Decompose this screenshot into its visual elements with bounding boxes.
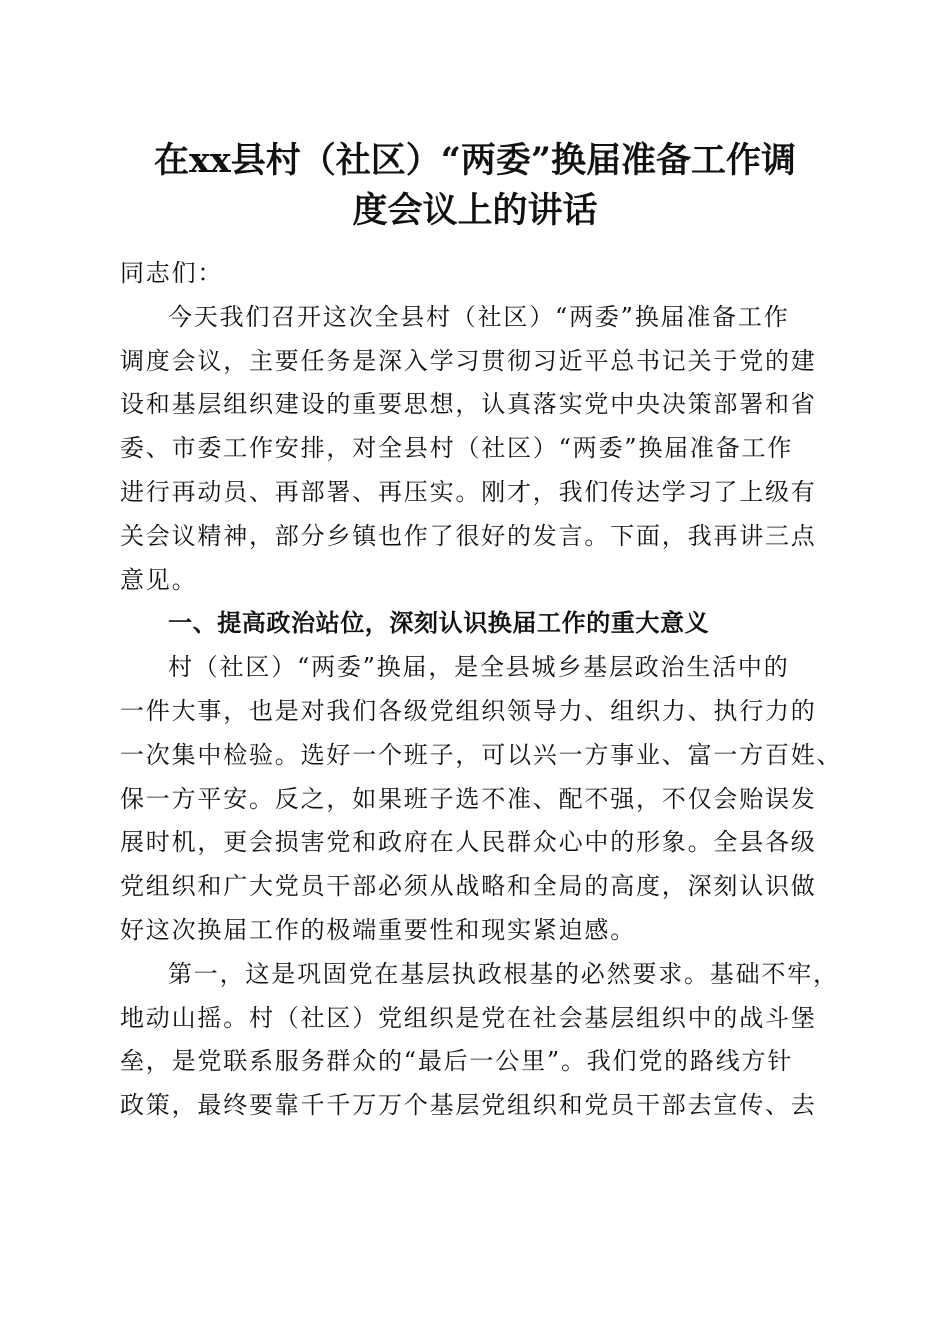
salutation: 同志们： — [120, 259, 224, 287]
paragraph-line: 第一，这是巩固党在基层执政根基的必然要求。基础不牢， — [168, 959, 839, 988]
paragraph-line: 委、市委工作安排，对全县村（社区）“两委”换届准备工作 — [120, 434, 794, 463]
paragraph-significance — [120, 646, 843, 953]
paragraph-line: 关会议精神，部分乡镇也作了很好的发言。下面，我再讲三点 — [120, 521, 817, 550]
paragraph-line: 地动山摇。村（社区）党组织是党在社会基层组织中的战斗堡 — [120, 1003, 817, 1032]
paragraph-line: 一件大事，也是对我们各级党组织领导力、组织力、执行力的 — [120, 696, 817, 725]
paragraph-line: 展时机，更会损害党和政府在人民群众心中的形象。全县各级 — [120, 828, 817, 857]
paragraph-line: 保一方平安。反之，如果班子选不准、配不强，不仅会贻误发 — [120, 784, 817, 813]
paragraph-line: 设和基层组织建设的重要思想，认真落实党中央决策部署和省 — [120, 390, 817, 419]
paragraph-line: 一次集中检验。选好一个班子，可以兴一方事业、富一方百姓、 — [120, 740, 843, 769]
paragraph-line: 垒，是党联系服务群众的“最后一公里”。我们党的路线方针 — [120, 1047, 794, 1076]
paragraph-line: 党组织和广大党员干部必须从战略和全局的高度，深刻认识做 — [120, 872, 817, 901]
paragraph-line: 村（社区）“两委”换届，是全县城乡基层政治生活中的 — [168, 653, 790, 682]
paragraph-line: 好这次换届工作的极端重要性和现实紧迫感。 — [120, 915, 636, 944]
title-line-2: 度会议上的讲话 — [352, 190, 598, 231]
section-heading-1: 一、提高政治站位，深刻认识换届工作的重大意义 — [168, 609, 710, 638]
paragraph-line: 政策，最终要靠千千万万个基层党组织和党员干部去宣传、去 — [120, 1091, 817, 1120]
paragraph-line: 今天我们召开这次全县村（社区）“两委”换届准备工作 — [168, 302, 790, 331]
document-body — [120, 252, 843, 1128]
paragraph-first-point — [120, 953, 839, 1128]
paragraph-line: 进行再动员、再部署、再压实。刚才，我们传达学习了上级有 — [120, 477, 817, 506]
paragraph-line: 意见。 — [120, 565, 198, 594]
title-line-1: 在xx县村（社区）“两委”换届准备工作调 — [154, 140, 796, 181]
paragraph-intro — [120, 296, 836, 603]
paragraph-line: 调度会议，主要任务是深入学习贯彻习近平总书记关于党的建 — [120, 346, 817, 375]
document-title — [110, 136, 840, 236]
